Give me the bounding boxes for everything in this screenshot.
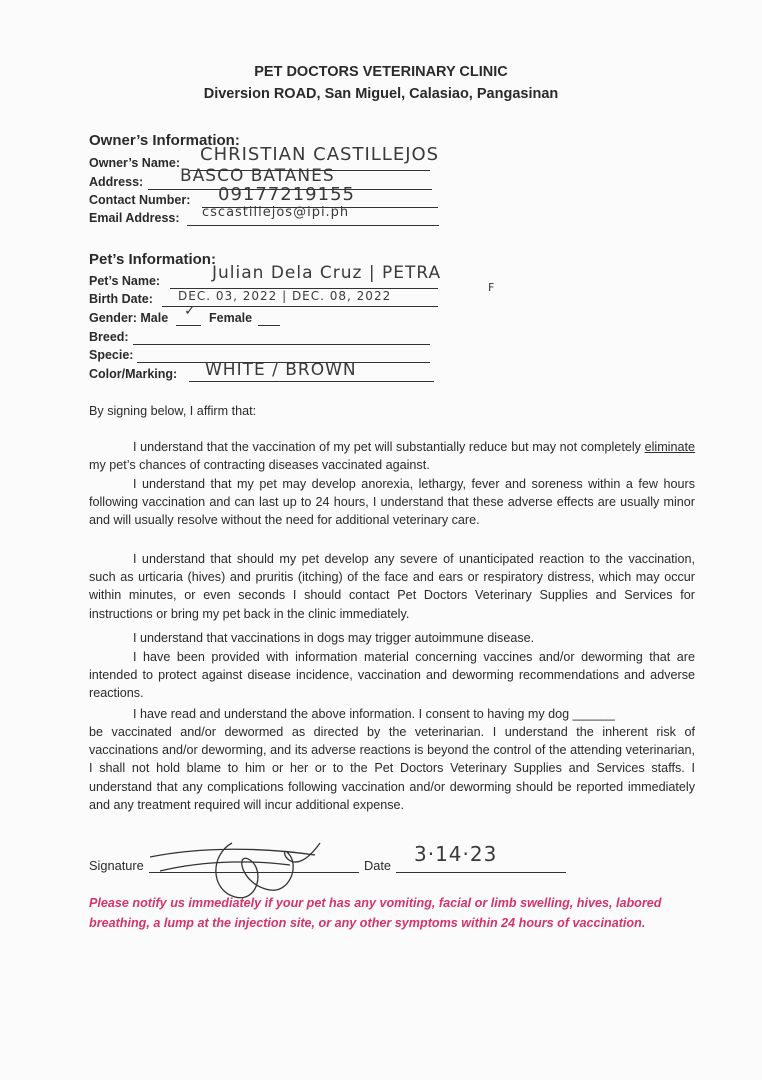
breed-line[interactable] — [133, 344, 430, 345]
signature-label: Signature — [89, 858, 144, 873]
gender-label: Gender: Male — [89, 311, 169, 325]
email-value[interactable]: cscastillejos@ipi.ph — [202, 205, 350, 220]
owner-name-label: Owner’s Name: — [89, 156, 181, 170]
clinic-name: PET DOCTORS VETERINARY CLINIC — [254, 64, 508, 80]
color-value[interactable]: WHITE / BROWN — [205, 360, 357, 380]
paragraph-5: I have been provided with information material concerning vaccines and/or deworming that are intended to protect against disease incidence, vaccination and deworming recommendations and adverse reactions. — [89, 650, 695, 701]
color-label: Color/Marking: — [89, 367, 178, 381]
contact-value[interactable]: 09177219155 — [218, 184, 355, 205]
birth-date-line — [162, 306, 438, 307]
clinic-address: Diversion ROAD, San Miguel, Calasiao, Pangasinan — [203, 86, 559, 102]
female-label: Female — [209, 311, 253, 325]
color-line — [189, 381, 434, 382]
owner-section-title: Owner’s Information: — [89, 132, 240, 149]
birth-date-value[interactable]: DEC. 03, 2022 | DEC. 08, 2022 — [178, 289, 392, 303]
paragraph-1 — [89, 438, 695, 474]
pet-section-title: Pet’s Information: — [89, 251, 216, 268]
female-line[interactable] — [258, 325, 280, 326]
paragraph-6-first-line: I have read and understand the above information. I consent to having my dog ______ — [133, 707, 615, 721]
paragraph-4: I understand that vaccinations in dogs may trigger autoimmune disease. — [133, 631, 535, 645]
male-line — [176, 325, 201, 326]
notice-text: Please notify us immediately if your pet has any vomiting, facial or limb swelling, hives, labored breathing, a lump at the injection site, or any other symptoms within 24 hours of vaccination. — [89, 896, 662, 930]
date-value[interactable]: 3·14·23 — [414, 842, 498, 866]
male-check-mark[interactable]: ✓ — [184, 303, 197, 319]
pet-name-extra: F — [488, 281, 496, 294]
paragraph-1-a: I understand that the vaccination of my pet will substantially reduce but may not completely — [133, 440, 645, 454]
paragraph-1-underlined: eliminate — [644, 440, 695, 454]
birth-date-label: Birth Date: — [89, 292, 153, 306]
paragraph-6: be vaccinated and/or dewormed as directed by the veterinarian. I understand the inherent risk of vaccinations and/or deworming, and its adverse reactions is beyond the control of the attending veterinarian, I shall not hold blame to him or her or to the Pet Doctors Veterinary Supplies and Services staffs. I understand that any complications following vaccination and/or deworming should be reported immediately and any treatment required will incur additional expense. — [89, 725, 695, 812]
breed-label: Breed: — [89, 330, 129, 344]
owner-name-value[interactable]: CHRISTIAN CASTILLEJOS — [200, 144, 440, 165]
email-label: Email Address: — [89, 211, 180, 225]
pet-name-value[interactable]: Julian Dela Cruz | PETRA — [212, 263, 442, 283]
pet-name-label: Pet’s Name: — [89, 274, 161, 288]
address-value[interactable]: BASCO BATANES — [180, 166, 335, 186]
email-line — [187, 225, 439, 226]
paragraph-2: I understand that my pet may develop anorexia, lethargy, fever and soreness within a few hours following vaccination and can last up to 24 hours, I understand that these adverse effects are usually minor and will usually resolve without the need for additional veterinary care. — [89, 477, 695, 528]
intro-text: By signing below, I affirm that: — [89, 404, 257, 418]
date-line — [396, 872, 566, 873]
paragraph-1-c: my pet’s chances of contracting diseases vaccinated against. — [89, 458, 430, 473]
address-label: Address: — [89, 175, 144, 189]
paragraph-3: I understand that should my pet develop any severe of unanticipated reaction to the vaccination, such as urticaria (hives) and pruritis (itching) of the face and ears or respiratory distress, which may occur within minutes, or even seconds I should contact Pet Doctors Veterinary Supplies and Services for instructions or bring my pet back in the clinic immediately. — [89, 552, 695, 621]
date-label: Date — [364, 858, 392, 873]
specie-label: Specie: — [89, 348, 134, 362]
contact-label: Contact Number: — [89, 193, 191, 207]
